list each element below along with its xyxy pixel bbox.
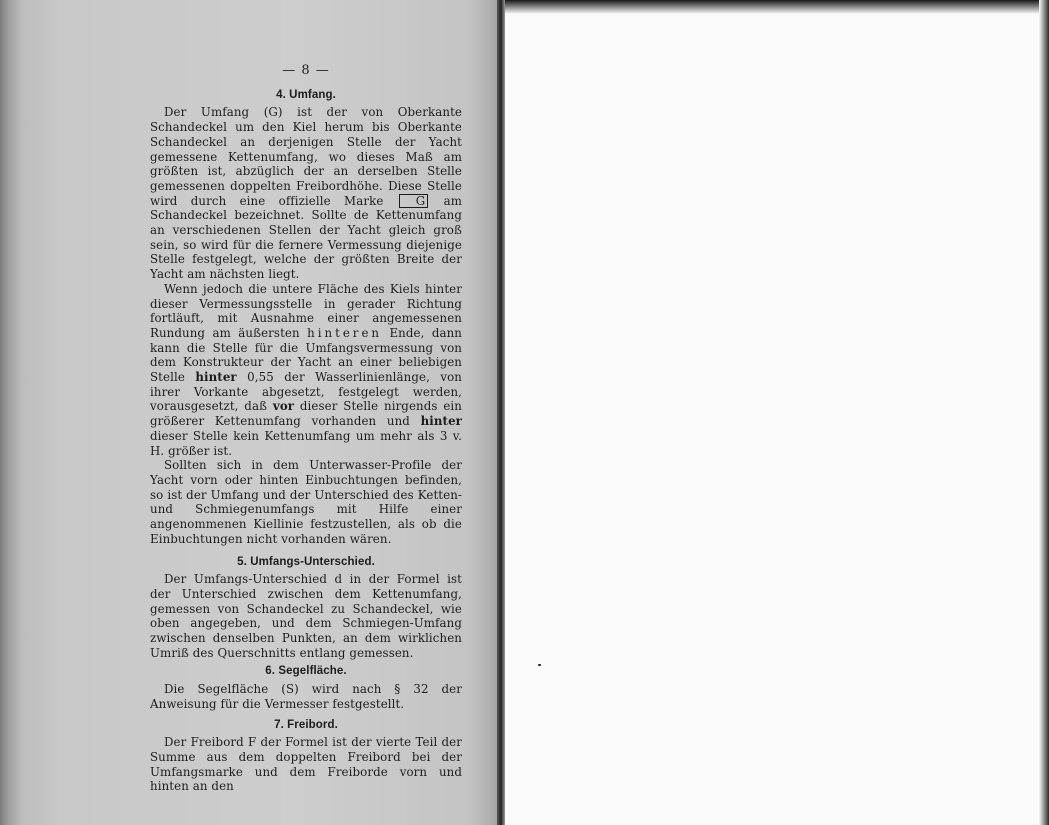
section-4-heading: 4. Umfang. [276, 88, 336, 101]
umfang-marke: G [399, 194, 429, 208]
section-6-paragraph: Die Segelfläche (S) wird nach § 32 der Anweisung für die Vermesser festgestellt. [150, 682, 462, 711]
section-6-heading: 6. Segelfläche. [265, 665, 347, 678]
page-number: — 8 — [282, 63, 330, 78]
section-4-paragraph-3: Sollten sich in dem Unterwasser-Profile der Yacht vorn oder hinten Einbuchtungen befinden, so ist der Umfang und der Unterschied des Ketten- und Schmiegenumfangs mit Hilfe einer angenommenen Kiellinie festzustellen, als ob die Einbuchtungen nicht vorhanden wären. [150, 458, 462, 546]
section-5-heading: 5. Umfangs-Unterschied. [237, 555, 375, 568]
right-page-edge-shadow [1039, 0, 1049, 825]
right-page [505, 0, 1049, 825]
section-4-paragraph-1: Der Umfang (G) ist der von Oberkante Schandeckel um den Kiel herum bis Oberkante Schandeckel an derjenigen Stelle der Yacht gemessene Kettenumfang, wo dieses Maß am größten ist, abzüglich der an derselben Stelle gemessenen doppelten Freibordhöhe. Diese Stelle wird durch eine offizielle Marke G am Schandeckel bezeichnet. Sollte de Kettenumfang an verschiedenen Stellen der Yacht gleich groß sein, so wird für die fernere Vermessung diejenige Stelle festgelegt, welche der größten Breite der Yacht am nächsten liegt. [150, 105, 462, 282]
section-5-paragraph: Der Umfangs-Unterschied d in der Formel ist der Unterschied zwischen dem Kettenumfang, gemessen von Schandeckel zu Schandeckel, wie oben angegeben, und dem Schmiegen-Umfang zwischen denselben Punkten, an dem wirklichen Umriß des Querschnitts entlang gemessen. [150, 572, 462, 660]
section-4-paragraph-2: Wenn jedoch die untere Fläche des Kiels hinter dieser Vermessungsstelle in gerader Richtung fortläuft, mit Ausnahme einer angemessenen Rundung am äußersten hinteren Ende, dann kann die Stelle für die Umfangsvermessung von dem Konstrukteur der Yacht an einer beliebigen Stelle hinter 0,55 der Wasserlinienlänge, von ihrer Vorkante abgesetzt, festgelegt werden, vorausgesetzt, daß vor dieser Stelle nirgends ein größerer Kettenumfang vorhanden und hinter dieser Stelle kein Kettenumfang um mehr als 3 v. H. größer ist. [150, 281, 463, 458]
left-page [0, 0, 500, 825]
right-page-top-shadow [505, 0, 1049, 14]
section-7-heading: 7. Freibord. [274, 718, 338, 731]
page-text [150, 60, 462, 794]
section-7-paragraph: Der Freibord F der Formel ist der vierte Teil der Summe aus dem doppelten Freibord bei der Umfangsmarke und dem Freiborde vorn und hinten an den [150, 735, 462, 794]
dust-speck [538, 664, 541, 666]
book-gutter [497, 0, 505, 825]
